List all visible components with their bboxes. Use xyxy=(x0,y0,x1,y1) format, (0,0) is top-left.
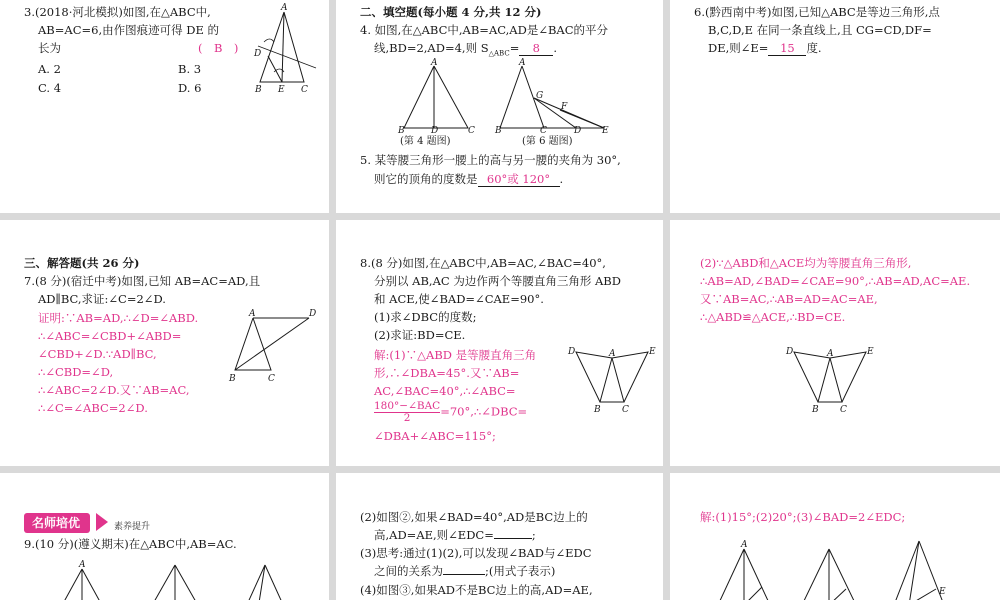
q9c-fig1-label-a: A xyxy=(741,540,748,550)
q4-fig-label-d: D xyxy=(431,126,439,134)
q7-line2: AD∥BC,求证:∠C=2∠D. xyxy=(38,292,166,306)
panel-q9-solution xyxy=(670,473,1000,600)
q8b-line4: ∴△ABD≌△ACE,∴BD=CE. xyxy=(700,310,846,324)
q9-fig1-label-a: A xyxy=(79,560,86,570)
q9b-line2 xyxy=(374,526,536,544)
q6-fig-label-e: E xyxy=(602,126,609,134)
panel-q9-part2 xyxy=(336,473,663,600)
q4-fig-label-c: C xyxy=(468,126,475,134)
q3-fig-label-b: B xyxy=(255,85,262,94)
q4-caption: (第 4 题图) xyxy=(400,136,451,147)
q4-fig-label-b: B xyxy=(398,126,405,134)
q8-solution-line1: 解:(1)∵△ABD 是等腰直角三角 xyxy=(374,348,537,362)
q3-answer: ( B ) xyxy=(198,41,239,55)
q8-fig-label-e: E xyxy=(649,347,656,357)
q9-solution-line: 解:(1)15°;(2)20°;(3)∠BAD=2∠EDC; xyxy=(700,510,906,524)
panel-q7 xyxy=(0,220,329,466)
chevron-icon xyxy=(96,513,108,531)
q4-end: . xyxy=(553,41,557,55)
q9b-line5: (4)如图③,如果AD不是BC边上的高,AD=AE, xyxy=(360,583,593,597)
q4-answer: 8 xyxy=(519,41,553,56)
q7-fig-label-d: D xyxy=(309,309,317,319)
q3-fig-label-e: E xyxy=(278,85,285,94)
panel-q8-part2 xyxy=(670,220,1000,466)
q5-end: . xyxy=(559,172,564,186)
q7-line1: 7.(8 分)(宿迁中考)如图,已知 AB=AC=AD,且 xyxy=(24,274,261,288)
section-badge: 名师培优 xyxy=(24,513,90,533)
q6-line3-text: DE,则∠E= xyxy=(708,41,769,55)
q8-fraction-denominator: 2 xyxy=(403,412,411,424)
q6-line2: B,C,D,E 在同一条直线上,且 CG=CD,DF= xyxy=(708,23,932,37)
q8b-fig-label-b: B xyxy=(812,405,819,415)
q3-option-a: A. 2 xyxy=(38,62,61,76)
panel-q9 xyxy=(0,473,329,600)
q7-proof-line1: 证明:∵AB=AD,∴∠D=∠ABD. xyxy=(38,311,199,325)
q8-line5: (2)求证:BD=CE. xyxy=(374,328,466,342)
q6-figure xyxy=(492,58,616,134)
q7-fig-label-b: B xyxy=(229,374,236,384)
q5-line2 xyxy=(374,170,563,188)
q4-figure xyxy=(396,58,476,134)
q8b-fig-label-d: D xyxy=(786,347,794,357)
q8-solution-line3: AC,∠BAC=40°,∴∠ABC= xyxy=(374,384,516,398)
q6-fig-label-c: C xyxy=(540,126,547,134)
q9b-line4-text: 之间的关系为 xyxy=(374,564,443,578)
q9b-line3: (3)思考:通过(1)(2),可以发现∠BAD与∠EDC xyxy=(360,546,592,560)
q4-equals: = xyxy=(509,41,520,55)
q8-line3: 和 ACE,使∠BAD=∠CAE=90°. xyxy=(374,292,544,306)
q9b-line2-end: ; xyxy=(531,528,536,542)
q8-fig-label-b: B xyxy=(594,405,601,415)
q5-line2-text: 则它的顶角的度数是 xyxy=(374,172,478,186)
q6-fig-label-a: A xyxy=(519,58,526,68)
q7-proof-line3: ∠CBD+∠D.∵AD∥BC, xyxy=(38,347,157,361)
q8-fraction-numerator: 180°−∠BAC xyxy=(374,400,441,412)
q8b-line2: ∴AB=AD,∠BAD=∠CAE=90°,∴AB=AD,AC=AE. xyxy=(700,274,971,288)
q3-option-b: B. 3 xyxy=(178,62,202,76)
q7-proof-line4: ∴∠CBD=∠D, xyxy=(38,365,114,379)
q6-line3-end: 度. xyxy=(806,41,822,55)
q8-line4: (1)求∠DBC的度数; xyxy=(374,310,477,324)
q3-fig-label-a: A xyxy=(281,3,288,13)
q7-fig-label-c: C xyxy=(268,374,275,384)
q8-line2: 分别以 AB,AC 为边作两个等腰直角三角形 ABD xyxy=(374,274,621,288)
q3-figure xyxy=(248,2,326,94)
q5-answer: 60°或 120° xyxy=(478,172,560,187)
q3-line2: AB=AC=6,由作图痕迹可得 DE 的 xyxy=(38,23,220,37)
q8-figure xyxy=(566,344,660,416)
q6-fig-label-g: G xyxy=(536,91,544,101)
q9b-line1: (2)如图②,如果∠BAD=40°,AD是BC边上的 xyxy=(360,510,588,524)
section-2-title: 二、填空题(每小题 4 分,共 12 分) xyxy=(360,5,542,19)
panel-q8 xyxy=(336,220,663,466)
q3-option-d: D. 6 xyxy=(178,81,202,95)
section-badge-subtitle: 素养提升 xyxy=(114,521,151,531)
q8b-figure xyxy=(784,344,878,416)
q8b-fig-label-e: E xyxy=(867,347,874,357)
q8-fraction xyxy=(374,401,440,424)
panel-q6 xyxy=(670,0,1000,213)
q8-fig-label-a: A xyxy=(609,349,616,359)
q7-proof-line6: ∴∠C=∠ABC=2∠D. xyxy=(38,401,148,415)
q7-proof-line2: ∴∠ABC=∠CBD+∠ABD= xyxy=(38,329,182,343)
q3-line3: 长为 xyxy=(38,41,61,55)
q8-solution-line4 xyxy=(374,401,527,424)
q4-line2-text: 线,BD=2,AD=4,则 S xyxy=(374,41,489,55)
q9-solution-figures xyxy=(704,535,974,600)
q7-fig-label-a: A xyxy=(249,309,256,319)
q3-fig-label-d: D xyxy=(254,49,262,59)
q8b-line1: (2)∵△ABD和△ACE均为等腰直角三角形, xyxy=(700,256,912,270)
q8-solution-line5: ∠DBA+∠ABC=115°; xyxy=(374,429,496,443)
q6-line3 xyxy=(708,39,822,57)
q8-fig-label-c: C xyxy=(622,405,629,415)
q9-figures xyxy=(40,559,290,600)
q4-subscript: △ABC xyxy=(488,49,510,58)
q7-proof-line5: ∴∠ABC=2∠D.又∵AB=AC, xyxy=(38,383,190,397)
q3-fig-label-c: C xyxy=(301,85,308,94)
panel-q4-q5 xyxy=(336,0,663,213)
q9b-line2-text: 高,AD=AE,则∠EDC= xyxy=(374,528,494,542)
q8-fig-label-d: D xyxy=(568,347,576,357)
q6-fig-label-f: F xyxy=(561,102,568,112)
q9-line1: 9.(10 分)(遵义期末)在△ABC中,AB=AC. xyxy=(24,537,237,551)
q8b-fig-label-c: C xyxy=(840,405,847,415)
q4-fig-label-a: A xyxy=(431,58,438,68)
q8-solution-line4-tail: =70°,∴∠DBC= xyxy=(440,404,528,419)
q8-solution-line2: 形,∴∠DBA=45°.又∵AB= xyxy=(374,366,520,380)
q6-caption: (第 6 题图) xyxy=(522,136,573,147)
q6-line1: 6.(黔西南中考)如图,已知△ABC是等边三角形,点 xyxy=(694,5,940,19)
q9c-fig3-label-e: E xyxy=(939,587,946,597)
q9b-line4-end: ;(用式子表示) xyxy=(485,564,556,578)
q3-option-c: C. 4 xyxy=(38,81,62,95)
q5-line1: 5. 某等腰三角形一腰上的高与另一腰的夹角为 30°, xyxy=(360,153,621,167)
q6-answer: 15 xyxy=(768,41,806,56)
q4-line1: 4. 如图,在△ABC中,AB=AC,AD是∠BAC的平分 xyxy=(360,23,609,37)
q6-fig-label-b: B xyxy=(495,126,502,134)
q7-figure xyxy=(225,306,321,386)
q8b-line3: 又∵AB=AC,∴AB=AD=AC=AE, xyxy=(700,292,878,306)
q6-fig-label-d: D xyxy=(574,126,582,134)
q8-line1: 8.(8 分)如图,在△ABC中,AB=AC,∠BAC=40°, xyxy=(360,256,606,270)
q9b-line4 xyxy=(374,562,555,580)
panel-q3 xyxy=(0,0,329,213)
section-3-title: 三、解答题(共 26 分) xyxy=(24,256,140,270)
q3-line1: 3.(2018·河北模拟)如图,在△ABC中, xyxy=(24,5,211,19)
q9b-blank-relation xyxy=(443,574,485,575)
q8b-fig-label-a: A xyxy=(827,349,834,359)
q9b-blank-edc xyxy=(494,538,532,539)
